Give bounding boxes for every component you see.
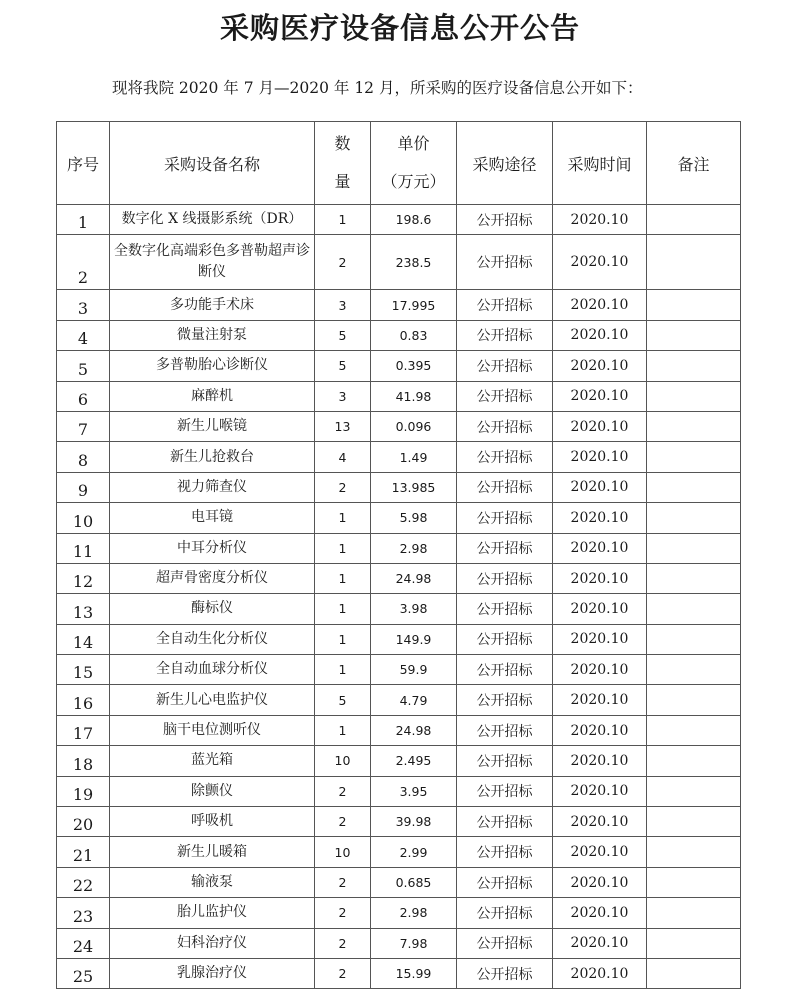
cell-price: 0.096	[371, 411, 457, 441]
cell-method: 公开招标	[457, 205, 553, 235]
intro-text: 现将我院 2020 年 7 月—2020 年 12 月，所采购的医疗设备信息公开如下：	[112, 79, 643, 97]
cell-method: 公开招标	[457, 320, 553, 350]
cell-time: 2020.10	[553, 655, 647, 685]
cell-time: 2020.10	[553, 685, 647, 715]
cell-note	[647, 928, 741, 958]
cell-note	[647, 715, 741, 745]
table-row	[57, 533, 741, 563]
cell-name: 新生儿心电监护仪	[110, 685, 315, 715]
cell-method: 公开招标	[457, 533, 553, 563]
cell-price: 3.95	[371, 776, 457, 806]
table-row	[57, 290, 741, 320]
cell-name: 酶标仪	[110, 594, 315, 624]
cell-quantity: 2	[315, 807, 371, 837]
cell-note	[647, 442, 741, 472]
cell-quantity: 2	[315, 958, 371, 988]
table-row	[57, 503, 741, 533]
header-quantity-bottom: 量	[334, 172, 351, 191]
header-price-top: 单价	[397, 134, 430, 153]
cell-price: 2.495	[371, 746, 457, 776]
cell-name: 新生儿抢救台	[110, 442, 315, 472]
cell-note	[647, 533, 741, 563]
table-row	[57, 205, 741, 235]
cell-index: 11	[57, 533, 110, 563]
cell-time: 2020.10	[553, 503, 647, 533]
cell-quantity: 1	[315, 205, 371, 235]
cell-quantity: 1	[315, 655, 371, 685]
cell-note	[647, 867, 741, 897]
cell-price: 3.98	[371, 594, 457, 624]
cell-quantity: 1	[315, 503, 371, 533]
cell-method: 公开招标	[457, 837, 553, 867]
cell-note	[647, 746, 741, 776]
cell-note	[647, 320, 741, 350]
cell-note	[647, 594, 741, 624]
cell-index: 15	[57, 655, 110, 685]
cell-price: 59.9	[371, 655, 457, 685]
cell-quantity: 2	[315, 472, 371, 502]
cell-index: 17	[57, 715, 110, 745]
cell-method: 公开招标	[457, 411, 553, 441]
cell-name: 多普勒胎心诊断仪	[110, 351, 315, 381]
cell-name: 全数字化高端彩色多普勒超声诊断仪	[110, 235, 315, 290]
cell-note	[647, 898, 741, 928]
cell-name: 除颤仪	[110, 776, 315, 806]
cell-note	[647, 624, 741, 654]
cell-index: 22	[57, 867, 110, 897]
cell-note	[647, 685, 741, 715]
cell-name: 微量注射泵	[110, 320, 315, 350]
cell-time: 2020.10	[553, 533, 647, 563]
table-row	[57, 624, 741, 654]
cell-price: 24.98	[371, 715, 457, 745]
cell-time: 2020.10	[553, 776, 647, 806]
cell-quantity: 3	[315, 381, 371, 411]
cell-name: 视力筛查仪	[110, 472, 315, 502]
cell-quantity: 1	[315, 533, 371, 563]
cell-name: 新生儿暖箱	[110, 837, 315, 867]
cell-index: 1	[57, 205, 110, 235]
cell-method: 公开招标	[457, 958, 553, 988]
cell-method: 公开招标	[457, 503, 553, 533]
cell-name: 呼吸机	[110, 807, 315, 837]
cell-quantity: 10	[315, 837, 371, 867]
cell-time: 2020.10	[553, 563, 647, 593]
cell-time: 2020.10	[553, 958, 647, 988]
table-header-row	[57, 122, 741, 205]
cell-price: 24.98	[371, 563, 457, 593]
cell-name: 电耳镜	[110, 503, 315, 533]
cell-method: 公开招标	[457, 715, 553, 745]
cell-index: 20	[57, 807, 110, 837]
cell-method: 公开招标	[457, 235, 553, 290]
cell-time: 2020.10	[553, 837, 647, 867]
cell-price: 0.685	[371, 867, 457, 897]
cell-quantity: 1	[315, 563, 371, 593]
cell-index: 8	[57, 442, 110, 472]
table-row	[57, 411, 741, 441]
cell-time: 2020.10	[553, 320, 647, 350]
table-row	[57, 235, 741, 290]
cell-price: 198.6	[371, 205, 457, 235]
cell-method: 公开招标	[457, 928, 553, 958]
cell-method: 公开招标	[457, 351, 553, 381]
cell-method: 公开招标	[457, 655, 553, 685]
cell-method: 公开招标	[457, 807, 553, 837]
cell-time: 2020.10	[553, 442, 647, 472]
table-row	[57, 472, 741, 502]
cell-price: 15.99	[371, 958, 457, 988]
table-row	[57, 442, 741, 472]
cell-quantity: 2	[315, 867, 371, 897]
cell-time: 2020.10	[553, 807, 647, 837]
cell-method: 公开招标	[457, 381, 553, 411]
cell-time: 2020.10	[553, 205, 647, 235]
cell-name: 全自动血球分析仪	[110, 655, 315, 685]
cell-quantity: 2	[315, 235, 371, 290]
cell-index: 3	[57, 290, 110, 320]
cell-time: 2020.10	[553, 235, 647, 290]
cell-quantity: 2	[315, 776, 371, 806]
cell-time: 2020.10	[553, 867, 647, 897]
cell-price: 2.98	[371, 533, 457, 563]
cell-index: 19	[57, 776, 110, 806]
cell-quantity: 1	[315, 594, 371, 624]
cell-price: 2.99	[371, 837, 457, 867]
cell-name: 超声骨密度分析仪	[110, 563, 315, 593]
cell-note	[647, 503, 741, 533]
header-index: 序号	[57, 122, 110, 205]
cell-index: 2	[57, 235, 110, 290]
table-row	[57, 776, 741, 806]
table-row	[57, 715, 741, 745]
cell-index: 13	[57, 594, 110, 624]
cell-time: 2020.10	[553, 715, 647, 745]
cell-name: 蓝光箱	[110, 746, 315, 776]
cell-time: 2020.10	[553, 898, 647, 928]
header-method: 采购途径	[457, 122, 553, 205]
cell-note	[647, 655, 741, 685]
cell-method: 公开招标	[457, 472, 553, 502]
header-name: 采购设备名称	[110, 122, 315, 205]
cell-method: 公开招标	[457, 594, 553, 624]
cell-quantity: 13	[315, 411, 371, 441]
header-quantity	[315, 122, 371, 205]
table-row	[57, 320, 741, 350]
cell-name: 胎儿监护仪	[110, 898, 315, 928]
table-row	[57, 837, 741, 867]
cell-price: 13.985	[371, 472, 457, 502]
cell-note	[647, 381, 741, 411]
cell-name: 数字化 X 线摄影系统（DR）	[110, 205, 315, 235]
table-body	[57, 205, 741, 989]
table-row	[57, 898, 741, 928]
cell-note	[647, 807, 741, 837]
cell-quantity: 10	[315, 746, 371, 776]
table-row	[57, 655, 741, 685]
cell-time: 2020.10	[553, 746, 647, 776]
cell-price: 39.98	[371, 807, 457, 837]
cell-note	[647, 411, 741, 441]
cell-index: 9	[57, 472, 110, 502]
cell-index: 18	[57, 746, 110, 776]
table-row	[57, 807, 741, 837]
cell-price: 41.98	[371, 381, 457, 411]
header-note: 备注	[647, 122, 741, 205]
cell-name: 麻醉机	[110, 381, 315, 411]
cell-name: 多功能手术床	[110, 290, 315, 320]
header-price-bottom: （万元）	[381, 172, 446, 191]
cell-price: 7.98	[371, 928, 457, 958]
cell-index: 16	[57, 685, 110, 715]
cell-note	[647, 351, 741, 381]
cell-time: 2020.10	[553, 381, 647, 411]
cell-index: 7	[57, 411, 110, 441]
header-price	[371, 122, 457, 205]
cell-index: 25	[57, 958, 110, 988]
cell-note	[647, 290, 741, 320]
cell-time: 2020.10	[553, 472, 647, 502]
table-row	[57, 867, 741, 897]
table-row	[57, 351, 741, 381]
cell-quantity: 5	[315, 351, 371, 381]
cell-price: 238.5	[371, 235, 457, 290]
cell-quantity: 3	[315, 290, 371, 320]
cell-note	[647, 958, 741, 988]
cell-method: 公开招标	[457, 290, 553, 320]
cell-note	[647, 235, 741, 290]
cell-price: 0.83	[371, 320, 457, 350]
cell-method: 公开招标	[457, 442, 553, 472]
cell-method: 公开招标	[457, 898, 553, 928]
cell-quantity: 5	[315, 320, 371, 350]
cell-index: 24	[57, 928, 110, 958]
table-row	[57, 928, 741, 958]
cell-quantity: 1	[315, 624, 371, 654]
cell-quantity: 1	[315, 715, 371, 745]
cell-method: 公开招标	[457, 746, 553, 776]
page-title: 采购医疗设备信息公开公告	[219, 11, 580, 45]
header-quantity-top: 数	[334, 134, 351, 153]
table-row	[57, 594, 741, 624]
header-time: 采购时间	[553, 122, 647, 205]
cell-time: 2020.10	[553, 624, 647, 654]
cell-name: 中耳分析仪	[110, 533, 315, 563]
cell-method: 公开招标	[457, 867, 553, 897]
cell-name: 妇科治疗仪	[110, 928, 315, 958]
cell-name: 乳腺治疗仪	[110, 958, 315, 988]
cell-method: 公开招标	[457, 685, 553, 715]
cell-index: 12	[57, 563, 110, 593]
cell-index: 4	[57, 320, 110, 350]
cell-quantity: 4	[315, 442, 371, 472]
cell-index: 14	[57, 624, 110, 654]
cell-index: 6	[57, 381, 110, 411]
table-row	[57, 685, 741, 715]
cell-note	[647, 563, 741, 593]
cell-price: 5.98	[371, 503, 457, 533]
cell-time: 2020.10	[553, 351, 647, 381]
cell-time: 2020.10	[553, 411, 647, 441]
cell-index: 23	[57, 898, 110, 928]
cell-price: 2.98	[371, 898, 457, 928]
table-row	[57, 958, 741, 988]
equipment-table	[56, 121, 741, 989]
cell-index: 21	[57, 837, 110, 867]
cell-quantity: 2	[315, 928, 371, 958]
cell-price: 1.49	[371, 442, 457, 472]
table-row	[57, 563, 741, 593]
cell-price: 0.395	[371, 351, 457, 381]
cell-index: 10	[57, 503, 110, 533]
cell-note	[647, 472, 741, 502]
cell-name: 全自动生化分析仪	[110, 624, 315, 654]
cell-method: 公开招标	[457, 624, 553, 654]
cell-note	[647, 776, 741, 806]
cell-quantity: 2	[315, 898, 371, 928]
cell-price: 4.79	[371, 685, 457, 715]
cell-index: 5	[57, 351, 110, 381]
cell-price: 149.9	[371, 624, 457, 654]
cell-note	[647, 205, 741, 235]
cell-note	[647, 837, 741, 867]
cell-name: 输液泵	[110, 867, 315, 897]
table-row	[57, 381, 741, 411]
cell-price: 17.995	[371, 290, 457, 320]
cell-name: 新生儿喉镜	[110, 411, 315, 441]
cell-quantity: 5	[315, 685, 371, 715]
cell-name: 脑干电位测听仪	[110, 715, 315, 745]
cell-time: 2020.10	[553, 594, 647, 624]
cell-time: 2020.10	[553, 928, 647, 958]
cell-time: 2020.10	[553, 290, 647, 320]
table-row	[57, 746, 741, 776]
cell-method: 公开招标	[457, 563, 553, 593]
cell-method: 公开招标	[457, 776, 553, 806]
